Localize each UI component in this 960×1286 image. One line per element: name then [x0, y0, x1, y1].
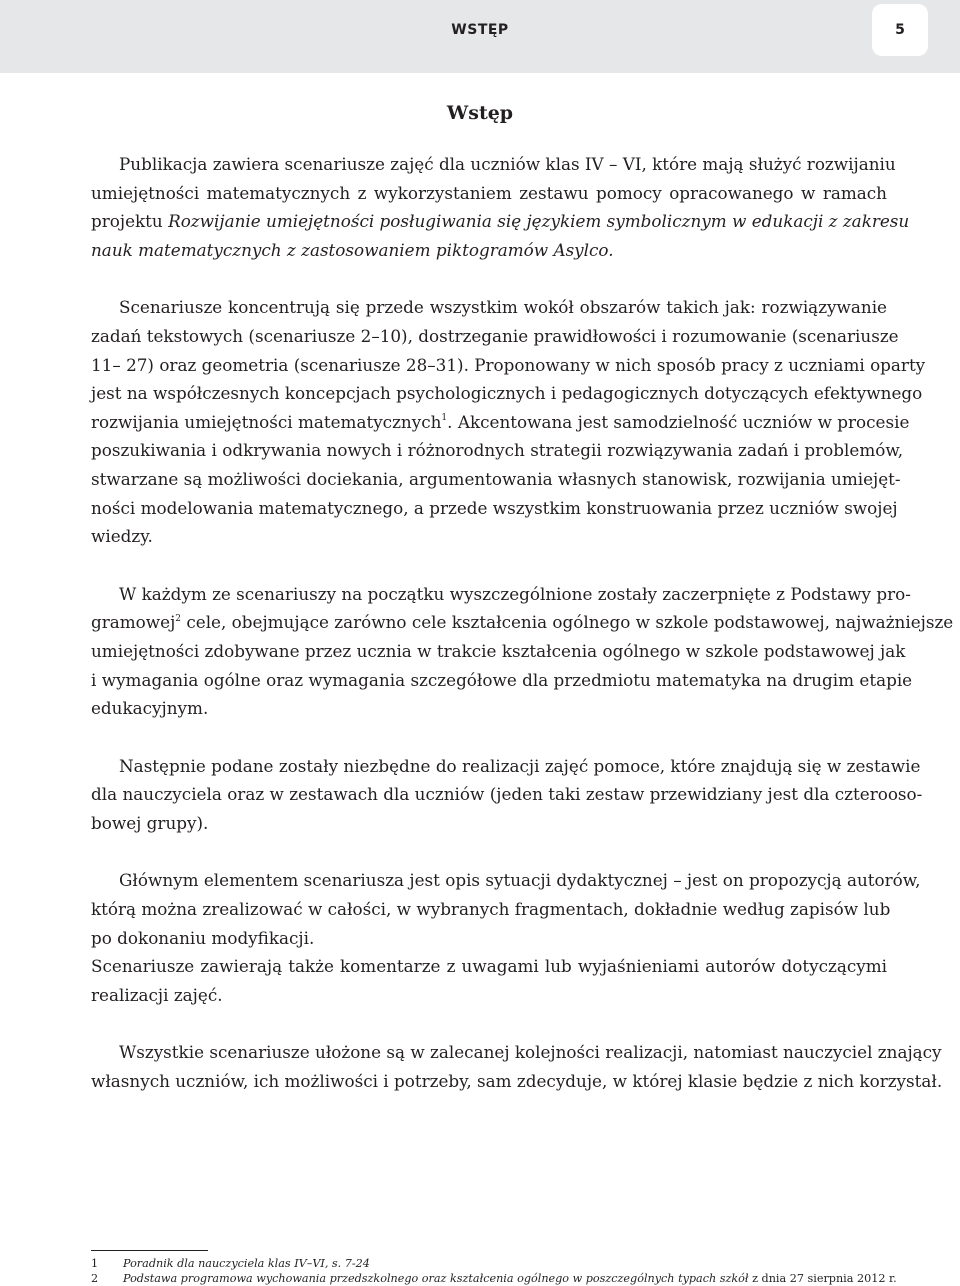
footnote-number: 1 [91, 1257, 99, 1270]
text-run: gramowej [91, 612, 176, 633]
text-line: własnych uczniów, ich możliwości i potrzeby, sam zdecyduje, w której klasie będzie z nich korzystał. [91, 1071, 943, 1092]
paragraph-2 [91, 293, 926, 550]
footnote-ref-2: 2 [175, 613, 182, 624]
text-line: stwarzane są możliwości dociekania, argumentowania własnych stanowisk, rozwijania umiejęt- [91, 468, 901, 489]
section-heading: Wstęp [446, 102, 514, 124]
paragraph-3 [91, 580, 954, 723]
text-line: wiedzy. [91, 526, 153, 547]
page-number: 5 [872, 4, 928, 56]
project-title-italic: Rozwijanie umiejętności posługiwania się językiem symbolicznym w edukacji z zakresu [168, 211, 910, 232]
text-line: Scenariusze koncentrują się przede wszystkim wokół obszarów takich jak: rozwiązywanie [119, 297, 887, 318]
text-line: Głównym elementem scenariusza jest opis sytuacji dydaktycznej – jest on propozycją autorów, [119, 870, 921, 891]
running-header [0, 0, 960, 73]
text-line: umiejętności zdobywane przez ucznia w trakcie kształcenia ogólnego w szkole podstawowej jak [91, 640, 906, 661]
text-line: umiejętności matematycznych z wykorzystaniem zestawu pomocy opracowanego w ramach [91, 182, 887, 203]
text-line: ności modelowania matematycznego, a przede wszystkim konstruowania przez uczniów swojej [91, 497, 898, 518]
paragraph-6 [91, 1038, 943, 1095]
text-line: edukacyjnym. [91, 698, 209, 719]
text-line: 11– 27) oraz geometria (scenariusze 28–31). Proponowany w nich sposób pracy z uczniami oparty [91, 354, 926, 375]
footnote-text: Poradnik dla nauczyciela klas IV–VI, s. 7-24 [123, 1257, 370, 1270]
text-line: realizacji zajęć. [91, 984, 223, 1005]
text-line: którą można zrealizować w całości, w wybranych fragmentach, dokładnie według zapisów lub [91, 899, 891, 920]
text-line: po dokonaniu modyfikacji. [91, 927, 315, 948]
text-line: dla nauczyciela oraz w zestawach dla uczniów (jeden taki zestaw przewidziany jest dla czterooso- [91, 784, 923, 805]
footnote-ref-1: 1 [441, 413, 448, 424]
text-line: Wszystkie scenariusze ułożone są w zalecanej kolejności realizacji, natomiast nauczyciel znający [119, 1042, 942, 1063]
footnote-divider [91, 1250, 208, 1251]
paragraph-4 [91, 752, 923, 838]
text-line: jest na współczesnych koncepcjach psychologicznych i pedagogicznych dotyczących efektywnego [91, 383, 923, 404]
text-line: bowej grupy). [91, 812, 209, 833]
footnote-number: 2 [91, 1272, 99, 1285]
text-line: Scenariusze zawierają także komentarze z uwagami lub wyjaśnieniami autorów dotyczącymi [91, 956, 887, 977]
body-text [91, 150, 954, 1125]
footnote-text-italic: Podstawa programowa wychowania przedszkolnego oraz kształcenia ogólnego w poszczególnych typach szkół [123, 1272, 749, 1285]
text-line: i wymagania ogólne oraz wymagania szczegółowe dla przedmiotu matematyka na drugim etapie [91, 669, 913, 690]
text-run: rozwijania umiejętności matematycznych [91, 411, 442, 432]
text-line [91, 608, 954, 637]
footnote-2 [91, 1271, 897, 1286]
text-line: zadań tekstowych (scenariusze 2–10), dostrzeganie prawidłowości i rozumowanie (scenariusze [91, 325, 899, 346]
paragraph-5 [91, 866, 921, 1009]
paragraph-1 [91, 150, 910, 264]
footnote-1 [91, 1256, 891, 1271]
footnotes [91, 1256, 897, 1286]
text-line: nauk matematycznych z zastosowaniem piktogramów Asylco. [91, 239, 614, 260]
text-line: Następnie podane zostały niezbędne do realizacji zajęć pomoce, które znajdują się w zestawie [119, 755, 921, 776]
text-line [91, 207, 910, 236]
text-line: poszukiwania i odkrywania nowych i różnorodnych strategii rozwiązywania zadań i problemów, [91, 440, 904, 461]
footnote-text: z dnia 27 sierpnia 2012 r. [748, 1272, 897, 1285]
text-line [91, 408, 910, 437]
text-run: projektu [91, 211, 169, 232]
text-line: Publikacja zawiera scenariusze zajęć dla uczniów klas IV – VI, które mają służyć rozwijaniu [119, 154, 896, 174]
text-run: cele, obejmujące zarówno cele kształcenia ogólnego w szkole podstawowej, najważniejsze [181, 612, 954, 633]
running-header-title: WSTĘP [451, 22, 509, 38]
text-line: W każdym ze scenariuszy na początku wyszczególnione zostały zaczerpnięte z Podstawy pro- [119, 583, 911, 604]
text-run: . Akcentowana jest samodzielność uczniów w procesie [447, 411, 910, 432]
